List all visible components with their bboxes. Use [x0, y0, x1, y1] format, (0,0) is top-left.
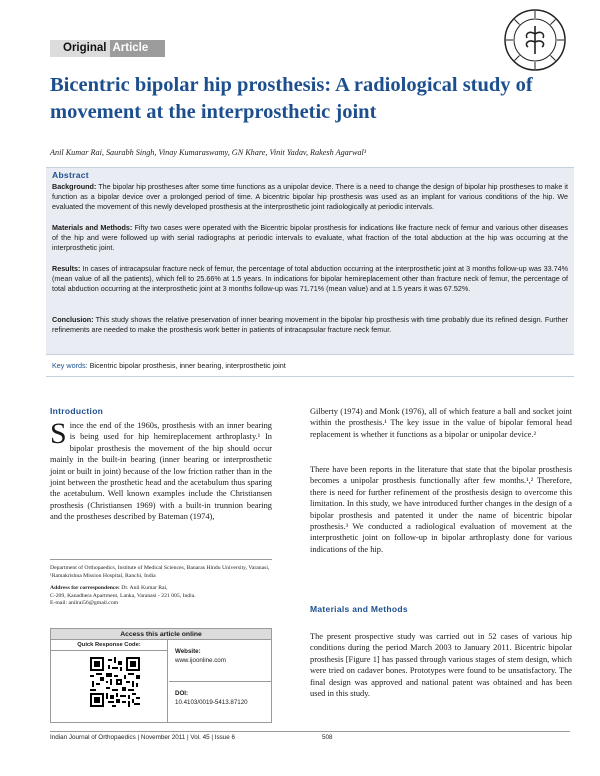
correspondence-address: C-209, Kanadhera Apartment, Lanka, Varanasi - 221 005, India. [50, 592, 196, 599]
methods-label: Materials and Methods: [52, 223, 133, 232]
correspondence-label: Address for correspondence: [50, 585, 120, 591]
page-footer-divider [50, 731, 570, 732]
keywords-text: Bicentric bipolar prosthesis, inner bearing, interprosthetic joint [89, 361, 286, 370]
introduction-heading: Introduction [50, 406, 104, 416]
page-number: 508 [322, 734, 333, 741]
methods-text: Fifty two cases were operated with the Bicentric bipolar prosthesis for indications like fracture neck of femur and various other diseases of the hip and were followed up with serial radiographs at periodic intervals to evaluate, what fraction of the total abduction at the hip was occurring at the interprosthetic joint. [52, 223, 569, 253]
journal-logo [503, 8, 567, 72]
dropcap: S [50, 417, 67, 450]
abstract-results [52, 264, 568, 295]
affiliation-footnote: Department of Orthopaedics, Institute of Medical Sciences, Banaras Hindu University, Varanasi, ¹Ramakrishna Mission Hospital, Ranchi, India [50, 565, 270, 579]
background-text: The bipolar hip prostheses after some time functions as a unipolar device. There is a need to change the design of bipolar hip prostheses to make it function as a bipolar device over a prolonged period of time. A bicentric bipolar hip prosthesis was used as an implant for various conditions of the hip. We evaluated the movement of this newly developed prosthesis at the interprosthetic joint radiologically at periodic intervals. [52, 182, 568, 212]
website-cell [169, 640, 271, 681]
article-type-part1: Original [50, 40, 110, 57]
logo-tree-icon [526, 26, 543, 54]
qr-label: Quick Response Code: [51, 640, 167, 651]
qr-column [51, 640, 168, 722]
article-type-part2: Article [110, 40, 165, 57]
doi-cell [169, 681, 271, 722]
author-list: Anil Kumar Rai, Saurabh Singh, Vinay Kumaraswamy, GN Khare, Vinit Yadav, Rakesh Agarwal¹ [50, 148, 367, 157]
correspondence-email[interactable]: E-mail: anilrai56@gmail.com [50, 600, 119, 607]
doi-link[interactable]: 10.4103/0019-5413.87120 [175, 699, 248, 706]
website-link[interactable]: www.ijoonline.com [175, 657, 226, 664]
correspondence-name: Dr. Anil Kumar Rai, [121, 585, 168, 591]
keywords-divider [46, 376, 574, 377]
article-type-tag [50, 40, 165, 57]
abstract-heading: Abstract [52, 170, 89, 180]
introduction-p1-text: ince the end of the 1960s, prosthesis with an inner bearing is being used for hip hemireplacement arthroplasty.¹ In bipolar prosthesis the movement of the hip should occur mainly in the built-in bearing (inner bearing or interprosthetic joint or built in joint) because of the low friction rather than in the joint between the prosthetic head and the acetabulum thus sparing the acetabulum. Well known examples include the Christiansen prosthesis (Christiansen 1969) with a built-in trunnion bearing and the prostheses described by Bateman (1974), [50, 421, 272, 522]
access-online-box [50, 628, 272, 723]
materials-heading: Materials and Methods [310, 604, 408, 614]
abstract-conclusion [52, 315, 568, 335]
correspondence-footnote [50, 585, 272, 608]
keywords-label: Key words: [52, 361, 88, 370]
access-info-column [169, 640, 271, 722]
materials-paragraph-1: The present prospective study was carried out in 52 cases of various hip conditions during the period March 2003 to January 2011. Bicentric bipolar prosthesis [Figure 1] has passed through various stages of stem design, which were tried on cadaver bones. Prototypes were found to be unsatisfactory. The final design was approved and national patent was obtained and has been used in this study. [310, 632, 572, 699]
access-heading: Access this article online [51, 629, 271, 640]
introduction-paragraph-2: There have been reports in the literature that state that the bipolar prosthesis becomes a unipolar prosthesis functionally after few months.¹,² Therefore, there is need for further refinement of the prosthesis design to overcome this limitation. In this study, we have introduced further changes in the design of a bipolar prosthesis and patented it under the name of bicentric bipolar prosthesis.³ We conducted a radiological evaluation of movement at the interprosthetic joint on follow-up in bipolar arthroplasty done for various indications of the hip. [310, 465, 572, 554]
background-label: Background: [52, 182, 97, 191]
website-label: Website: [175, 648, 201, 655]
conclusion-text: This study shows the relative preservation of inner bearing movement in the bipolar hip prosthesis with time probably due its refined design. Further refinements are needed to make the prosthesis work better in patients of intracapsular fracture neck femur. [52, 315, 568, 335]
footnote-divider [50, 559, 272, 560]
article-title: Bicentric bipolar hip prosthesis: A radiological study of movement at the interprosthetic joint [50, 74, 533, 123]
results-label: Results: [52, 264, 81, 273]
abstract-background [52, 182, 568, 213]
qr-code-icon[interactable] [90, 657, 140, 707]
keywords [52, 361, 568, 370]
introduction-continuation: Gilberty (1974) and Monk (1976), all of which feature a ball and socket joint within the prosthesis.¹ The key issue in the value of bipolar femoral head replacement is whether it functions as a bipolar or unipolar device.² [310, 407, 572, 439]
abstract-methods [52, 223, 568, 254]
journal-citation: Indian Journal of Orthopaedics | November 2011 | Vol. 45 | Issue 6 [50, 734, 236, 741]
doi-label: DOI: [175, 690, 189, 697]
results-text: In cases of intracapsular fracture neck of femur, the percentage of total abduction occurring at the interprosthetic joint at 3 months follow-up was 33.74% (mean value of all the patients), which fell to 25.66% at 1.5 years. In indications for bipolar hemireplacement other than fracture neck of femur, the percentage of total abduction occurring at the interprosthetic joint at 3 months follow-up was 71.71% (mean value) and at 1.5 years it was 67.52%. [52, 264, 568, 294]
introduction-paragraph-1 [50, 417, 272, 523]
conclusion-label: Conclusion: [52, 315, 94, 324]
